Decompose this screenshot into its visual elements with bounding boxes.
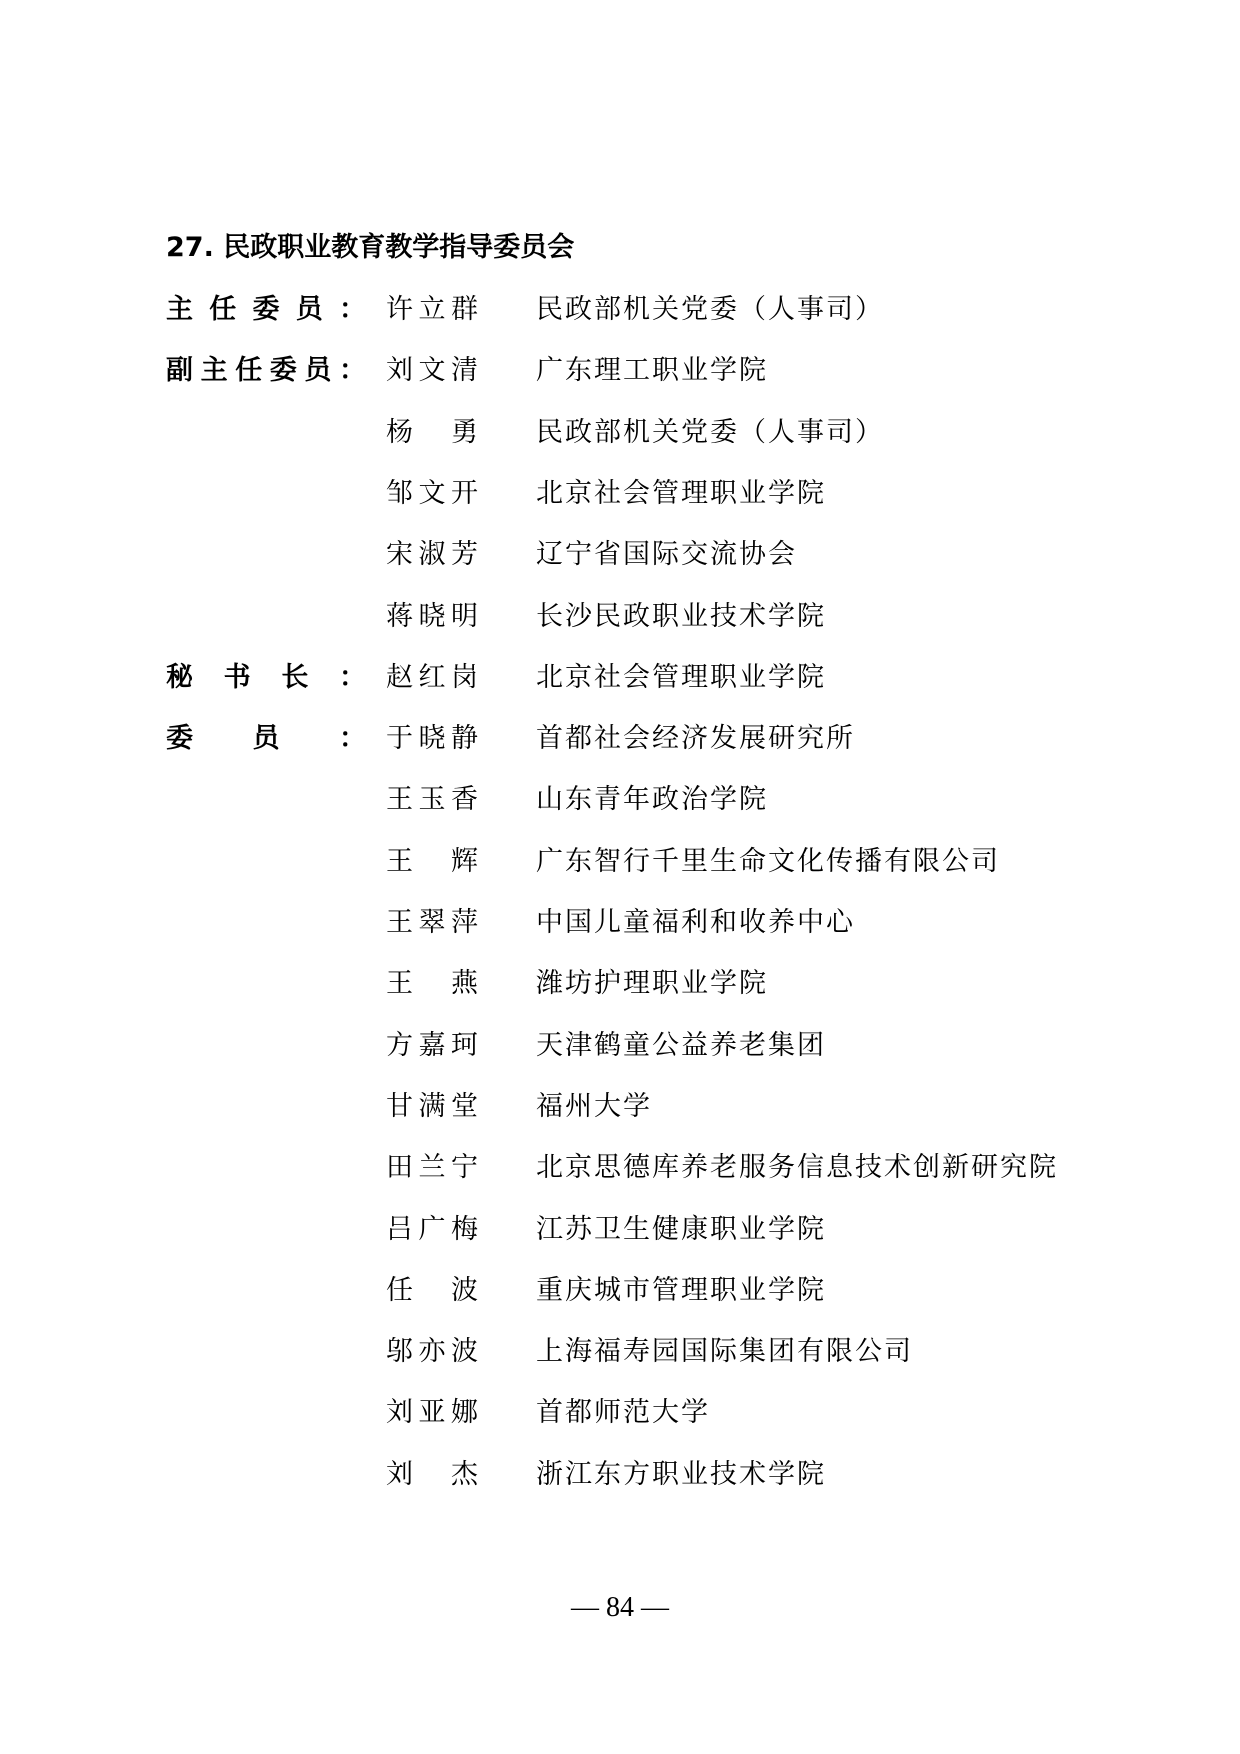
roster-row — [0, 1393, 1240, 1433]
roster-row — [0, 1087, 1240, 1127]
member-name: 宋 淑 芳 — [386, 539, 478, 571]
member-organization: 广东理工职业学院 — [536, 355, 768, 387]
roster-row — [0, 780, 1240, 820]
role-label — [166, 413, 366, 453]
roster-row — [0, 1455, 1240, 1495]
role-label — [166, 903, 366, 943]
member-organization: 北京思德库养老服务信息技术创新研究院 — [536, 1152, 1058, 1184]
roster-row — [0, 413, 1240, 453]
member-organization: 江苏卫生健康职业学院 — [536, 1213, 826, 1245]
member-organization: 山东青年政治学院 — [536, 784, 768, 816]
member-organization: 长沙民政职业技术学院 — [536, 600, 826, 632]
member-name: 任 波 — [386, 1274, 478, 1306]
member-organization: 上海福寿园国际集团有限公司 — [536, 1336, 913, 1368]
roster-row — [0, 1271, 1240, 1311]
member-organization: 民政部机关党委（人事司） — [536, 294, 884, 325]
member-name: 蒋 晓 明 — [386, 600, 478, 632]
roster-row — [0, 1332, 1240, 1372]
member-organization: 北京社会管理职业学院 — [536, 477, 826, 509]
role-label — [166, 535, 366, 575]
member-organization: 天津鹤童公益养老集团 — [536, 1029, 826, 1061]
roster-row — [0, 903, 1240, 943]
roster-row — [0, 719, 1240, 759]
role-label: 委 员 ： — [166, 723, 366, 755]
member-organization: 中国儿童福利和收养中心 — [536, 907, 855, 938]
roster-row — [0, 658, 1240, 698]
member-name: 吕 广 梅 — [386, 1213, 478, 1245]
roster-row — [0, 351, 1240, 391]
role-label: 秘 书 长 ： — [166, 661, 366, 693]
member-name: 邹 文 开 — [386, 477, 478, 509]
role-label — [166, 474, 366, 514]
member-name: 甘 满 堂 — [386, 1090, 478, 1122]
member-organization: 北京社会管理职业学院 — [536, 661, 826, 693]
role-label — [166, 1148, 366, 1188]
member-organization: 民政部机关党委（人事司） — [536, 416, 884, 448]
role-label — [166, 964, 366, 1004]
member-organization: 辽宁省国际交流协会 — [536, 539, 797, 571]
roster-row — [0, 842, 1240, 882]
member-organization: 福州大学 — [536, 1090, 652, 1122]
member-name: 许 立 群 — [386, 294, 478, 325]
member-name: 邬 亦 波 — [386, 1336, 478, 1368]
roster-row — [0, 1210, 1240, 1250]
role-label — [166, 597, 366, 637]
roster-row — [0, 474, 1240, 514]
role-label — [166, 842, 366, 882]
member-organization: 重庆城市管理职业学院 — [536, 1274, 826, 1306]
role-label: 主 任 委 员 ： — [166, 294, 366, 325]
roster-row — [0, 1148, 1240, 1188]
member-name: 王 辉 — [386, 845, 478, 877]
member-name: 刘 杰 — [386, 1458, 478, 1490]
section-heading: 27. 民政职业教育教学指导委员会 — [166, 232, 575, 263]
member-name: 田 兰 宁 — [386, 1152, 478, 1184]
member-name: 于 晓 静 — [386, 723, 478, 755]
member-name: 赵 红 岗 — [386, 661, 478, 693]
roster-row — [0, 964, 1240, 1004]
role-label — [166, 1393, 366, 1433]
member-name: 刘 文 清 — [386, 355, 478, 387]
role-label — [166, 1026, 366, 1066]
roster-row — [0, 535, 1240, 575]
member-name: 王 玉 香 — [386, 784, 478, 816]
member-organization: 广东智行千里生命文化传播有限公司 — [536, 845, 1000, 877]
member-organization: 首都师范大学 — [536, 1397, 710, 1429]
roster-row — [0, 597, 1240, 637]
member-name: 王 翠 萍 — [386, 907, 478, 938]
page-number: — 84 — — [571, 1592, 669, 1623]
role-label — [166, 1271, 366, 1311]
member-name: 杨 勇 — [386, 416, 478, 448]
member-name: 刘 亚 娜 — [386, 1397, 478, 1429]
role-label: 副 主 任 委 员 ： — [166, 355, 366, 387]
member-name: 方 嘉 珂 — [386, 1029, 478, 1061]
roster-row — [0, 1026, 1240, 1066]
roster-row — [0, 290, 1240, 330]
role-label — [166, 780, 366, 820]
member-name: 王 燕 — [386, 968, 478, 1000]
role-label — [166, 1455, 366, 1495]
role-label — [166, 1087, 366, 1127]
role-label — [166, 1332, 366, 1372]
member-organization: 首都社会经济发展研究所 — [536, 723, 855, 755]
role-label — [166, 1210, 366, 1250]
member-organization: 潍坊护理职业学院 — [536, 968, 768, 1000]
member-organization: 浙江东方职业技术学院 — [536, 1458, 826, 1490]
